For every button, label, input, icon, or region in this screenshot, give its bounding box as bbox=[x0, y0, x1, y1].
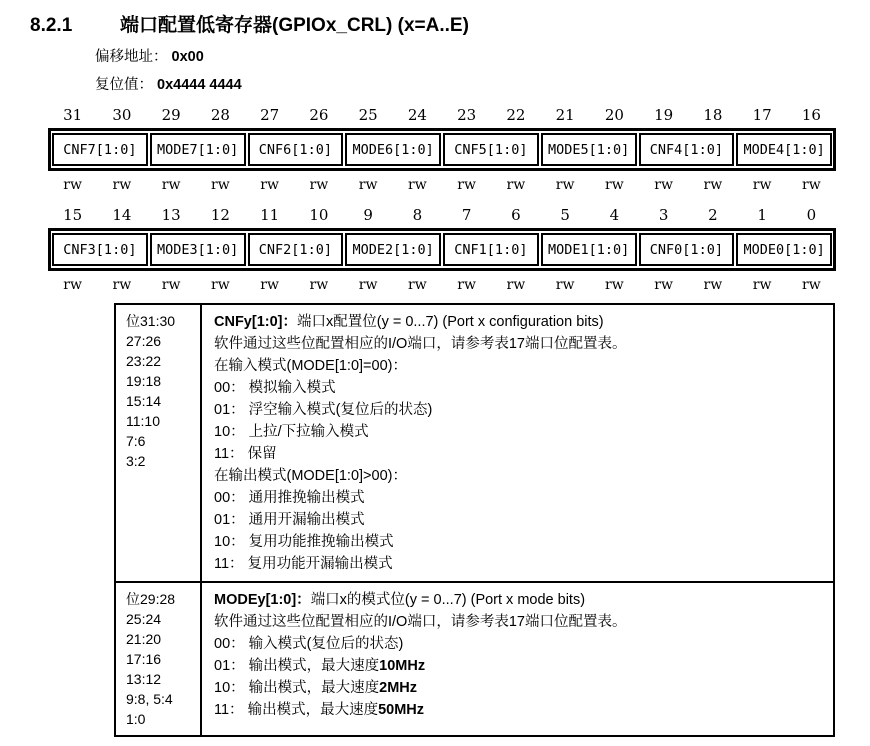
rw-access-label: rw bbox=[555, 277, 575, 293]
rw-access-label: rw bbox=[112, 177, 132, 193]
description-line bbox=[214, 553, 825, 575]
reset-value-line bbox=[95, 76, 242, 94]
rw-access-label: rw bbox=[654, 177, 673, 193]
bit-number: 1 bbox=[757, 206, 767, 224]
bit-description-table bbox=[114, 303, 835, 737]
access-type-row bbox=[48, 177, 836, 194]
bit-range-label: 19:18 bbox=[126, 373, 162, 389]
description-text: 在输入模式(MODE[1:0]=00)： bbox=[214, 358, 407, 374]
description-text-bold: 10MHz bbox=[379, 658, 426, 674]
offset-address-value: 0x00 bbox=[171, 49, 204, 65]
bit-range-label: 23:22 bbox=[126, 353, 162, 369]
description-line bbox=[214, 355, 825, 377]
description-text: 01： 浮空输入模式(复位后的状态) bbox=[214, 402, 433, 418]
bit-range-label: 位29:28 bbox=[126, 591, 176, 607]
bit-number: 14 bbox=[112, 206, 132, 224]
rw-access-label: rw bbox=[161, 277, 181, 293]
rw-access-label: rw bbox=[211, 277, 230, 293]
description-text: 00： 通用推挽输出模式 bbox=[214, 490, 365, 506]
bit-number: 2 bbox=[708, 206, 718, 224]
register-bit-tables bbox=[48, 106, 836, 294]
bit-number: 7 bbox=[461, 206, 472, 224]
register-field-cell: MODE3[1:0] bbox=[150, 233, 246, 266]
offset-address-line bbox=[95, 48, 204, 66]
rw-access-label: rw bbox=[63, 277, 82, 293]
description-text-bold: CNFy[1:0]： bbox=[214, 314, 297, 330]
description-text: 10： 上拉/下拉输入模式 bbox=[214, 424, 369, 440]
bit-number: 20 bbox=[604, 106, 624, 124]
section-number: 8.2.1 bbox=[30, 15, 73, 36]
rw-access-label: rw bbox=[63, 177, 82, 193]
register-field-cell: CNF0[1:0] bbox=[639, 233, 735, 266]
register-field-row bbox=[48, 128, 836, 171]
description-line bbox=[214, 589, 825, 611]
description-text: 01： 通用开漏输出模式 bbox=[214, 512, 365, 528]
rw-access-label: rw bbox=[703, 177, 723, 193]
register-field-cell: CNF4[1:0] bbox=[639, 133, 735, 166]
bit-number: 24 bbox=[407, 106, 427, 124]
description-line bbox=[214, 333, 825, 355]
description-text: 10： 输出模式，最大速度 bbox=[214, 680, 380, 696]
bit-number: 19 bbox=[654, 106, 674, 124]
bit-range-label: 7:6 bbox=[126, 433, 146, 449]
register-field-cell: MODE4[1:0] bbox=[736, 133, 832, 166]
bit-number-row bbox=[48, 106, 836, 124]
bit-number: 10 bbox=[309, 206, 329, 224]
description-line bbox=[214, 487, 825, 509]
description-text: 01： 输出模式，最大速度 bbox=[214, 658, 380, 674]
bit-number: 18 bbox=[703, 106, 723, 124]
description-line bbox=[214, 377, 825, 399]
description-cell bbox=[202, 305, 833, 581]
description-line bbox=[214, 655, 825, 677]
rw-access-label: rw bbox=[309, 277, 329, 293]
description-text: 11： 复用功能开漏输出模式 bbox=[214, 556, 393, 572]
description-line bbox=[214, 509, 825, 531]
description-text: 软件通过这些位配置相应的I/O端口，请参考表17端口位配置表。 bbox=[214, 614, 627, 630]
section-header bbox=[30, 10, 469, 37]
rw-access-label: rw bbox=[358, 177, 378, 193]
register-field-cell: MODE5[1:0] bbox=[541, 133, 637, 166]
bit-number: 26 bbox=[309, 106, 329, 124]
register-field-cell: MODE1[1:0] bbox=[541, 233, 637, 266]
description-line bbox=[214, 399, 825, 421]
bit-number: 30 bbox=[112, 106, 132, 124]
bit-number: 23 bbox=[457, 106, 477, 124]
rw-access-label: rw bbox=[506, 177, 526, 193]
bit-range-label: 1:0 bbox=[126, 711, 146, 727]
rw-access-label: rw bbox=[211, 177, 230, 193]
bit-range-label: 位31:30 bbox=[126, 313, 176, 329]
rw-access-label: rw bbox=[654, 277, 673, 293]
register-field-cell: CNF3[1:0] bbox=[52, 233, 148, 266]
bit-number: 31 bbox=[63, 106, 83, 124]
description-text: 端口x配置位(y = 0...7) (Port x configuration bits) bbox=[296, 314, 604, 330]
bit-range-label: 27:26 bbox=[126, 333, 162, 349]
offset-address-label: 偏移地址： bbox=[95, 49, 168, 65]
rw-access-label: rw bbox=[260, 277, 279, 293]
description-line bbox=[214, 421, 825, 443]
bit-ranges-cell bbox=[116, 305, 202, 581]
rw-access-label: rw bbox=[605, 277, 624, 293]
bit-number-row bbox=[48, 206, 836, 224]
reset-value-value: 0x4444 4444 bbox=[157, 77, 242, 93]
bit-range-label: 13:12 bbox=[126, 671, 162, 687]
bit-number: 11 bbox=[260, 206, 280, 224]
rw-access-label: rw bbox=[309, 177, 329, 193]
register-field-cell: CNF1[1:0] bbox=[443, 233, 539, 266]
bit-number: 0 bbox=[806, 206, 817, 224]
rw-access-label: rw bbox=[358, 277, 378, 293]
bit-number: 17 bbox=[752, 106, 772, 124]
description-text: 软件通过这些位配置相应的I/O端口，请参考表17端口位配置表。 bbox=[214, 336, 627, 352]
register-field-row bbox=[48, 228, 836, 271]
description-line bbox=[214, 443, 825, 465]
register-field-cell: MODE6[1:0] bbox=[345, 133, 441, 166]
bit-number: 27 bbox=[260, 106, 280, 124]
description-text: 00： 输入模式(复位后的状态) bbox=[214, 636, 404, 652]
access-type-row bbox=[48, 277, 836, 294]
description-text: 10： 复用功能推挽输出模式 bbox=[214, 534, 394, 550]
rw-access-label: rw bbox=[408, 177, 427, 193]
bit-number: 6 bbox=[511, 206, 521, 224]
register-field-cell: CNF2[1:0] bbox=[248, 233, 344, 266]
rw-access-label: rw bbox=[260, 177, 279, 193]
register-field-cell: CNF7[1:0] bbox=[52, 133, 148, 166]
bit-range-label: 3:2 bbox=[126, 453, 146, 469]
register-field-cell: CNF6[1:0] bbox=[248, 133, 344, 166]
description-text-bold: 2MHz bbox=[379, 680, 418, 696]
register-field-cell: CNF5[1:0] bbox=[443, 133, 539, 166]
description-line bbox=[214, 611, 825, 633]
rw-access-label: rw bbox=[752, 277, 772, 293]
description-cell bbox=[202, 583, 833, 735]
bit-range-label: 9:8, 5:4 bbox=[126, 691, 173, 707]
rw-access-label: rw bbox=[752, 177, 772, 193]
description-text-bold: 50MHz bbox=[378, 702, 425, 718]
description-text: 端口x的模式位(y = 0...7) (Port x mode bits) bbox=[310, 592, 586, 608]
description-line bbox=[214, 465, 825, 487]
bit-number: 5 bbox=[560, 206, 570, 224]
bit-number: 29 bbox=[161, 106, 181, 124]
register-field-cell: MODE0[1:0] bbox=[736, 233, 832, 266]
rw-access-label: rw bbox=[506, 277, 526, 293]
description-row bbox=[116, 305, 833, 581]
register-field-cell: MODE7[1:0] bbox=[150, 133, 246, 166]
bit-number: 12 bbox=[210, 206, 230, 224]
bit-number: 16 bbox=[801, 106, 821, 124]
description-line bbox=[214, 531, 825, 553]
rw-access-label: rw bbox=[457, 277, 476, 293]
rw-access-label: rw bbox=[703, 277, 723, 293]
bit-number: 22 bbox=[506, 106, 526, 124]
bit-number: 13 bbox=[161, 206, 181, 224]
bit-ranges-cell bbox=[116, 583, 202, 735]
bit-number: 9 bbox=[363, 206, 373, 224]
bit-number: 15 bbox=[63, 206, 83, 224]
description-text: 11： 输出模式，最大速度 bbox=[214, 702, 379, 718]
bit-range-label: 11:10 bbox=[126, 413, 160, 429]
bit-range-label: 21:20 bbox=[126, 631, 162, 647]
description-line bbox=[214, 699, 825, 721]
bit-range-label: 17:16 bbox=[126, 651, 162, 667]
rw-access-label: rw bbox=[112, 277, 132, 293]
description-text-bold: MODEy[1:0]： bbox=[214, 592, 311, 608]
description-line bbox=[214, 677, 825, 699]
description-text: 00： 模拟输入模式 bbox=[214, 380, 336, 396]
description-line bbox=[214, 633, 825, 655]
bit-number: 8 bbox=[412, 206, 423, 224]
rw-access-label: rw bbox=[457, 177, 476, 193]
rw-access-label: rw bbox=[555, 177, 575, 193]
register-field-cell: MODE2[1:0] bbox=[345, 233, 441, 266]
description-text: 11： 保留 bbox=[214, 446, 277, 462]
description-line bbox=[214, 311, 825, 333]
bit-number: 4 bbox=[609, 206, 620, 224]
description-row bbox=[116, 581, 833, 735]
bit-range-label: 25:24 bbox=[126, 611, 162, 627]
reset-value-label: 复位值： bbox=[95, 77, 153, 93]
bit-number: 25 bbox=[358, 106, 378, 124]
rw-access-label: rw bbox=[161, 177, 181, 193]
page-title: 端口配置低寄存器(GPIOx_CRL) (x=A..E) bbox=[120, 15, 469, 36]
description-text: 在输出模式(MODE[1:0]>00)： bbox=[214, 468, 407, 484]
bit-number: 28 bbox=[210, 106, 230, 124]
bit-range-label: 15:14 bbox=[126, 393, 162, 409]
rw-access-label: rw bbox=[802, 177, 821, 193]
rw-access-label: rw bbox=[408, 277, 427, 293]
rw-access-label: rw bbox=[605, 177, 624, 193]
bit-number: 3 bbox=[658, 206, 669, 224]
rw-access-label: rw bbox=[802, 277, 821, 293]
bit-number: 21 bbox=[555, 106, 575, 124]
